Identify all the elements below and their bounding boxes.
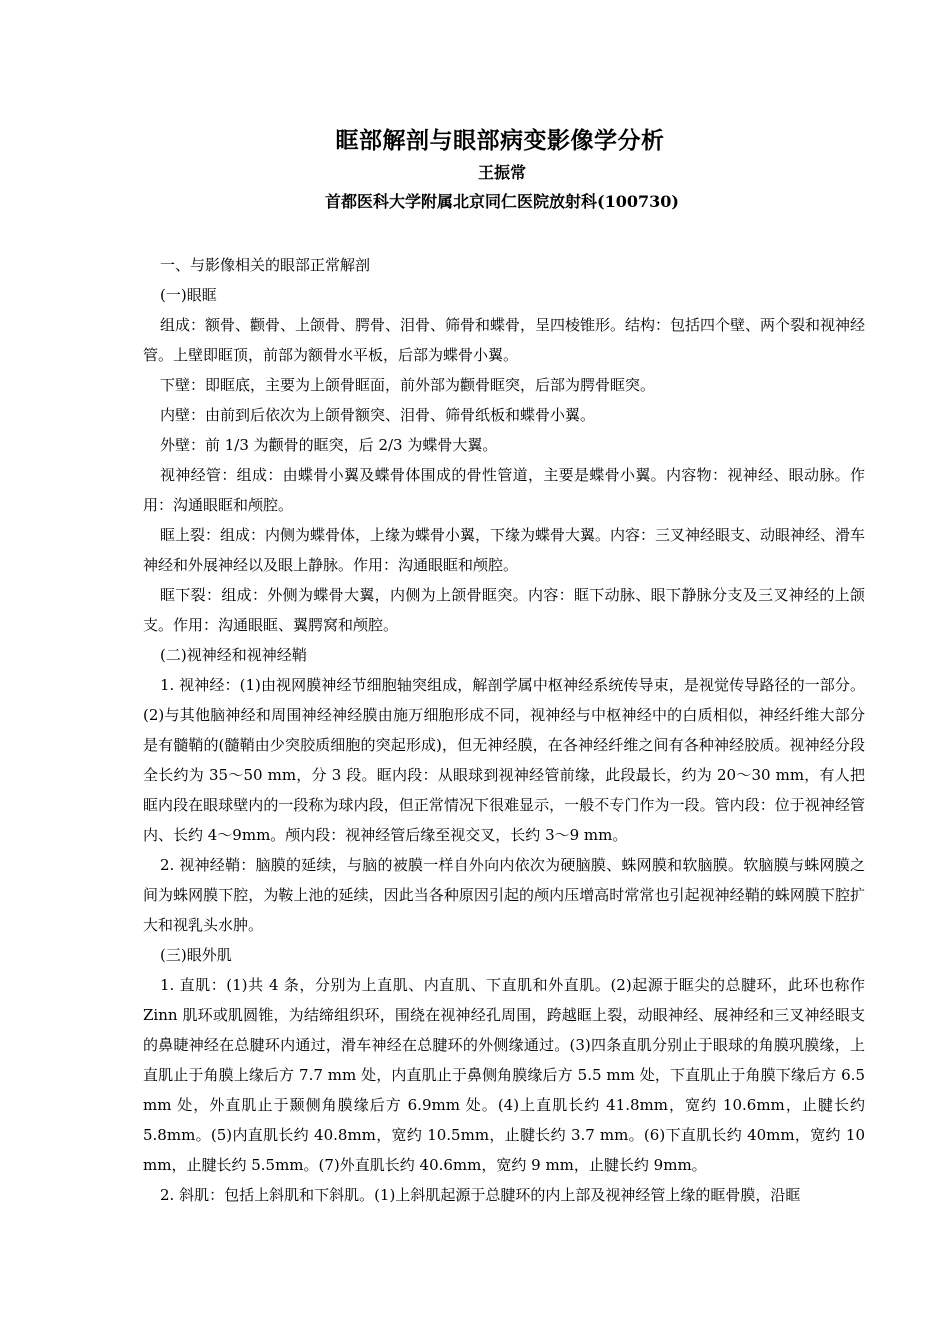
document-body	[143, 250, 865, 1210]
body-paragraph: 1. 视神经：(1)由视网膜神经节细胞轴突组成，解剖学属中枢神经系统传导束，是视觉传导路径的一部分。(2)与其他脑神经和周围神经神经膜由施万细胞形成不同，视神经与中枢神经中的白质相似，神经纤维大部分是有髓鞘的(髓鞘由少突胶质细胞的突起形成)，但无神经膜，在各神经纤维之间有各种神经胶质。视神经分段全长约为 35～50 mm，分 3 段。眶内段：从眼球到视神经管前缘，此段最长，约为 20～30 mm，有人把眶内段在眼球壁内的一段称为球内段，但正常情况下很难显示，一般不专门作为一段。管内段：位于视神经管内、长约 4～9mm。颅内段：视神经管后缘至视交叉，长约 3～9 mm。	[143, 676, 865, 844]
body-paragraph: 眶下裂：组成：外侧为蝶骨大翼，内侧为上颌骨眶突。内容：眶下动脉、眼下静脉分支及三叉神经的上颌支。作用：沟通眼眶、翼腭窝和颅腔。	[143, 586, 865, 634]
body-paragraph: 组成：额骨、颧骨、上颌骨、腭骨、泪骨、筛骨和蝶骨，呈四棱锥形。结构：包括四个壁、两个裂和视神经管。上壁即眶顶，前部为额骨水平板，后部为蝶骨小翼。	[143, 316, 866, 364]
body-paragraph: 下壁：即眶底，主要为上颌骨眶面，前外部为颧骨眶突，后部为腭骨眶突。	[160, 376, 656, 394]
author-affiliation: 首都医科大学附属北京同仁医院放射科(100730)	[325, 192, 679, 211]
body-paragraph: 内壁：由前到后依次为上颌骨额突、泪骨、筛骨纸板和蝶骨小翼。	[160, 406, 596, 424]
body-paragraph: 1. 直肌：(1)共 4 条，分别为上直肌、内直肌、下直肌和外直肌。(2)起源于眶尖的总腱环，此环也称作 Zinn 肌环或肌圆锥，为结缔组织环，围绕在视神经孔周围，跨越眶上裂，动眼神经、展神经和三叉神经眼支的鼻睫神经在总腱环内通过，滑车神经在总腱环的外侧缘通过。(3)四条直肌分别止于眼球的角膜巩膜缘，上直肌止于角膜上缘后方 7.7 mm 处，内直肌止于鼻侧角膜缘后方 5.5 mm 处，下直肌止于角膜下缘后方 6.5 mm 处，外直肌止于颞侧角膜缘后方 6.9mm 处。(4)上直肌长约 41.8mm，宽约 10.6mm，止腱长约 5.8mm。(5)内直肌长约 40.8mm，宽约 10.5mm，止腱长约 3.7 mm。(6)下直肌长约 40mm，宽约 10 mm，止腱长约 5.5mm。(7)外直肌长约 40.6mm，宽约 9 mm，止腱长约 9mm。	[143, 976, 865, 1174]
subsection-heading: (一)眼眶	[160, 286, 217, 304]
body-paragraph: 眶上裂：组成：内侧为蝶骨体，上缘为蝶骨小翼，下缘为蝶骨大翼。内容：三叉神经眼支、动眼神经、滑车神经和外展神经以及眼上静脉。作用：沟通眼眶和颅腔。	[143, 526, 866, 574]
author-name: 王振常	[477, 163, 526, 182]
document-title: 眶部解剖与眼部病变影像学分析	[335, 127, 665, 154]
body-paragraph: 2. 视神经鞘：脑膜的延续，与脑的被膜一样自外向内依次为硬脑膜、蛛网膜和软脑膜。软脑膜与蛛网膜之间为蛛网膜下腔，为鞍上池的延续，因此当各种原因引起的颅内压增高时常常也引起视神经鞘的蛛网膜下腔扩大和视乳头水肿。	[143, 856, 865, 934]
body-paragraph: 2. 斜肌：包括上斜肌和下斜肌。(1)上斜肌起源于总腱环的内上部及视神经管上缘的眶骨膜，沿眶	[160, 1186, 801, 1204]
body-paragraph: 外壁：前 1/3 为颧骨的眶突，后 2/3 为蝶骨大翼。	[160, 436, 498, 454]
body-paragraph: 视神经管：组成：由蝶骨小翼及蝶骨体围成的骨性管道，主要是蝶骨小翼。内容物：视神经、眼动脉。作用：沟通眼眶和颅腔。	[143, 466, 865, 514]
subsection-heading: (三)眼外肌	[160, 946, 232, 964]
section-heading: 一、与影像相关的眼部正常解剖	[160, 256, 371, 274]
subsection-heading: (二)视神经和视神经鞘	[160, 646, 307, 664]
